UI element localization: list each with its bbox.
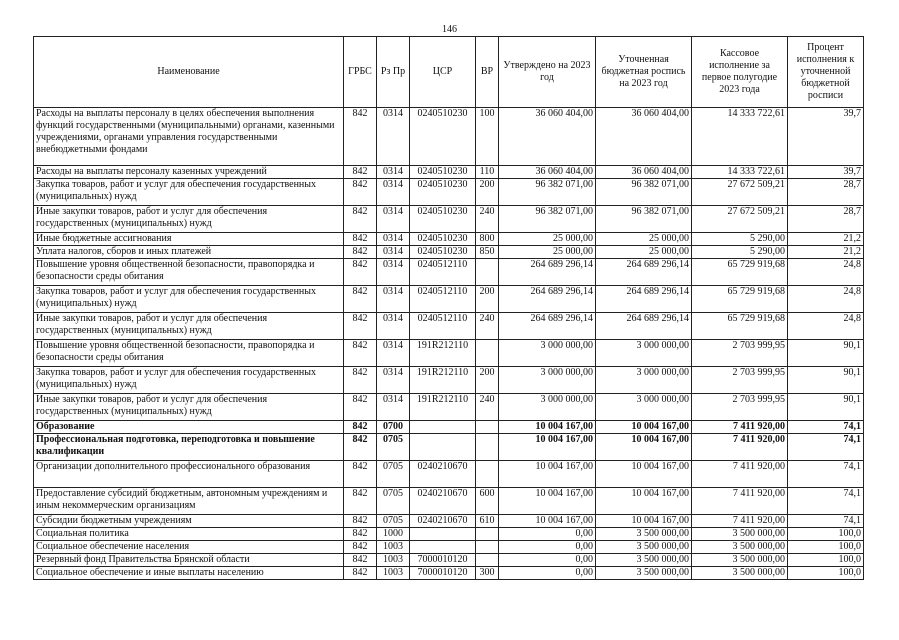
header-csr: ЦСР — [410, 37, 476, 108]
row-grbs: 842 — [344, 541, 377, 554]
table-row — [34, 166, 864, 179]
row-refined: 264 689 296,14 — [596, 286, 692, 313]
row-approved: 10 004 167,00 — [499, 421, 596, 434]
row-vr: 610 — [476, 515, 499, 528]
header-grbs: ГРБС — [344, 37, 377, 108]
row-percent: 74,1 — [788, 421, 864, 434]
row-cash: 14 333 722,61 — [692, 166, 788, 179]
row-percent: 21,2 — [788, 233, 864, 246]
row-cash: 3 500 000,00 — [692, 554, 788, 567]
row-name: Повышение уровня общественной безопасности, правопорядка и безопасности среды обитания — [34, 340, 344, 367]
row-grbs: 842 — [344, 340, 377, 367]
row-rzpr: 1000 — [377, 528, 410, 541]
row-approved: 25 000,00 — [499, 246, 596, 259]
row-csr: 0240210670 — [410, 461, 476, 488]
row-name: Иные закупки товаров, работ и услуг для обеспечения государственных (муниципальных) нужд — [34, 206, 344, 233]
row-approved: 264 689 296,14 — [499, 259, 596, 286]
row-refined: 36 060 404,00 — [596, 108, 692, 166]
row-name: Закупка товаров, работ и услуг для обеспечения государственных (муниципальных) нужд — [34, 179, 344, 206]
row-approved: 0,00 — [499, 541, 596, 554]
row-cash: 27 672 509,21 — [692, 206, 788, 233]
table-row — [34, 434, 864, 461]
row-csr: 191R212110 — [410, 394, 476, 421]
row-rzpr: 0314 — [377, 340, 410, 367]
row-grbs: 842 — [344, 179, 377, 206]
row-vr — [476, 461, 499, 488]
row-csr — [410, 421, 476, 434]
row-vr — [476, 554, 499, 567]
row-name: Расходы на выплаты персоналу в целях обеспечения выполнения функций государственными (муниципальными) органами, казенными учреждениями, органами управления государственными внебюджетными фондами — [34, 108, 344, 166]
row-grbs: 842 — [344, 434, 377, 461]
row-cash: 3 500 000,00 — [692, 567, 788, 580]
row-approved: 0,00 — [499, 528, 596, 541]
row-rzpr: 0314 — [377, 394, 410, 421]
row-name: Резервный фонд Правительства Брянской области — [34, 554, 344, 567]
row-name: Социальное обеспечение населения — [34, 541, 344, 554]
row-percent: 90,1 — [788, 394, 864, 421]
row-csr — [410, 434, 476, 461]
row-percent: 100,0 — [788, 554, 864, 567]
row-grbs: 842 — [344, 259, 377, 286]
row-cash: 65 729 919,68 — [692, 313, 788, 340]
row-name: Иные бюджетные ассигнования — [34, 233, 344, 246]
budget-table — [33, 36, 864, 580]
row-name: Социальная политика — [34, 528, 344, 541]
row-rzpr: 0314 — [377, 206, 410, 233]
header-name: Наименование — [34, 37, 344, 108]
row-cash: 65 729 919,68 — [692, 259, 788, 286]
row-percent: 100,0 — [788, 541, 864, 554]
table-row — [34, 567, 864, 580]
row-approved: 36 060 404,00 — [499, 108, 596, 166]
row-percent: 39,7 — [788, 108, 864, 166]
row-vr — [476, 421, 499, 434]
table-row — [34, 313, 864, 340]
row-csr: 0240512110 — [410, 286, 476, 313]
row-percent: 74,1 — [788, 488, 864, 515]
row-percent: 39,7 — [788, 166, 864, 179]
row-refined: 3 000 000,00 — [596, 394, 692, 421]
row-refined: 3 500 000,00 — [596, 528, 692, 541]
row-csr: 0240510230 — [410, 246, 476, 259]
row-percent: 74,1 — [788, 434, 864, 461]
row-grbs: 842 — [344, 206, 377, 233]
row-csr: 7000010120 — [410, 554, 476, 567]
row-grbs: 842 — [344, 461, 377, 488]
header-row — [34, 37, 864, 108]
header-rzpr: Рз Пр — [377, 37, 410, 108]
row-rzpr: 1003 — [377, 567, 410, 580]
row-csr — [410, 528, 476, 541]
row-cash: 14 333 722,61 — [692, 108, 788, 166]
row-cash: 2 703 999,95 — [692, 340, 788, 367]
row-vr: 240 — [476, 394, 499, 421]
row-refined: 10 004 167,00 — [596, 421, 692, 434]
row-approved: 10 004 167,00 — [499, 488, 596, 515]
row-csr: 191R212110 — [410, 367, 476, 394]
table-row — [34, 394, 864, 421]
row-rzpr: 0705 — [377, 515, 410, 528]
row-rzpr: 0314 — [377, 313, 410, 340]
row-csr: 0240510230 — [410, 233, 476, 246]
row-percent: 100,0 — [788, 528, 864, 541]
row-name: Закупка товаров, работ и услуг для обеспечения государственных (муниципальных) нужд — [34, 367, 344, 394]
row-cash: 7 411 920,00 — [692, 434, 788, 461]
row-csr: 0240512110 — [410, 259, 476, 286]
row-approved: 10 004 167,00 — [499, 461, 596, 488]
row-name: Предоставление субсидий бюджетным, автономным учреждениям и иным некоммерческим организациям — [34, 488, 344, 515]
row-rzpr: 0314 — [377, 179, 410, 206]
row-refined: 3 500 000,00 — [596, 567, 692, 580]
row-rzpr: 0314 — [377, 367, 410, 394]
row-cash: 5 290,00 — [692, 233, 788, 246]
row-name: Расходы на выплаты персоналу казенных учреждений — [34, 166, 344, 179]
row-approved: 0,00 — [499, 567, 596, 580]
row-csr: 0240210670 — [410, 515, 476, 528]
row-refined: 10 004 167,00 — [596, 488, 692, 515]
row-refined: 3 000 000,00 — [596, 340, 692, 367]
row-refined: 96 382 071,00 — [596, 179, 692, 206]
row-cash: 3 500 000,00 — [692, 528, 788, 541]
row-grbs: 842 — [344, 286, 377, 313]
row-grbs: 842 — [344, 367, 377, 394]
row-rzpr: 0705 — [377, 434, 410, 461]
row-name: Организации дополнительного профессионального образования — [34, 461, 344, 488]
row-cash: 7 411 920,00 — [692, 461, 788, 488]
row-approved: 264 689 296,14 — [499, 286, 596, 313]
row-vr — [476, 541, 499, 554]
row-refined: 25 000,00 — [596, 246, 692, 259]
row-cash: 7 411 920,00 — [692, 515, 788, 528]
row-vr: 800 — [476, 233, 499, 246]
row-vr: 240 — [476, 206, 499, 233]
row-rzpr: 1003 — [377, 541, 410, 554]
row-name: Повышение уровня общественной безопасности, правопорядка и безопасности среды обитания — [34, 259, 344, 286]
table-row — [34, 554, 864, 567]
row-refined: 264 689 296,14 — [596, 313, 692, 340]
row-vr — [476, 259, 499, 286]
table-row — [34, 108, 864, 166]
row-name: Иные закупки товаров, работ и услуг для обеспечения государственных (муниципальных) нужд — [34, 394, 344, 421]
table-row — [34, 515, 864, 528]
row-vr: 300 — [476, 567, 499, 580]
row-csr: 0240510230 — [410, 166, 476, 179]
row-csr: 0240510230 — [410, 206, 476, 233]
header-vr: ВР — [476, 37, 499, 108]
header-cash: Кассовое исполнение за первое полугодие 2023 года — [692, 37, 788, 108]
row-refined: 3 500 000,00 — [596, 554, 692, 567]
table-row — [34, 206, 864, 233]
row-grbs: 842 — [344, 528, 377, 541]
header-approved: Утверждено на 2023 год — [499, 37, 596, 108]
row-refined: 10 004 167,00 — [596, 461, 692, 488]
row-cash: 3 500 000,00 — [692, 541, 788, 554]
row-grbs: 842 — [344, 421, 377, 434]
row-vr: 850 — [476, 246, 499, 259]
row-approved: 3 000 000,00 — [499, 394, 596, 421]
row-percent: 74,1 — [788, 515, 864, 528]
row-refined: 3 000 000,00 — [596, 367, 692, 394]
table-row — [34, 233, 864, 246]
row-percent: 28,7 — [788, 206, 864, 233]
table-row — [34, 259, 864, 286]
row-percent: 90,1 — [788, 340, 864, 367]
page-number: 146 — [442, 24, 457, 35]
row-vr — [476, 528, 499, 541]
row-grbs: 842 — [344, 108, 377, 166]
row-refined: 96 382 071,00 — [596, 206, 692, 233]
row-percent: 90,1 — [788, 367, 864, 394]
row-csr: 0240512110 — [410, 313, 476, 340]
row-vr: 200 — [476, 179, 499, 206]
row-rzpr: 0314 — [377, 108, 410, 166]
row-grbs: 842 — [344, 233, 377, 246]
row-approved: 3 000 000,00 — [499, 367, 596, 394]
row-approved: 264 689 296,14 — [499, 313, 596, 340]
row-approved: 10 004 167,00 — [499, 434, 596, 461]
row-approved: 96 382 071,00 — [499, 206, 596, 233]
row-rzpr: 0314 — [377, 259, 410, 286]
row-name: Образование — [34, 421, 344, 434]
row-csr: 7000010120 — [410, 567, 476, 580]
row-cash: 27 672 509,21 — [692, 179, 788, 206]
row-rzpr: 1003 — [377, 554, 410, 567]
table-row — [34, 179, 864, 206]
row-percent: 74,1 — [788, 461, 864, 488]
row-percent: 24,8 — [788, 286, 864, 313]
row-grbs: 842 — [344, 313, 377, 340]
row-percent: 100,0 — [788, 567, 864, 580]
table-row — [34, 461, 864, 488]
row-name: Иные закупки товаров, работ и услуг для обеспечения государственных (муниципальных) нужд — [34, 313, 344, 340]
row-cash: 7 411 920,00 — [692, 421, 788, 434]
row-vr: 600 — [476, 488, 499, 515]
row-cash: 65 729 919,68 — [692, 286, 788, 313]
table-row — [34, 286, 864, 313]
row-cash: 5 290,00 — [692, 246, 788, 259]
row-rzpr: 0314 — [377, 166, 410, 179]
row-grbs: 842 — [344, 488, 377, 515]
row-refined: 36 060 404,00 — [596, 166, 692, 179]
row-rzpr: 0314 — [377, 246, 410, 259]
row-csr: 0240210670 — [410, 488, 476, 515]
table-row — [34, 340, 864, 367]
row-vr: 100 — [476, 108, 499, 166]
row-csr: 191R212110 — [410, 340, 476, 367]
row-percent: 28,7 — [788, 179, 864, 206]
row-grbs: 842 — [344, 515, 377, 528]
row-cash: 2 703 999,95 — [692, 394, 788, 421]
row-vr: 200 — [476, 286, 499, 313]
row-refined: 25 000,00 — [596, 233, 692, 246]
row-refined: 3 500 000,00 — [596, 541, 692, 554]
row-vr: 240 — [476, 313, 499, 340]
row-grbs: 842 — [344, 554, 377, 567]
row-approved: 10 004 167,00 — [499, 515, 596, 528]
row-rzpr: 0705 — [377, 461, 410, 488]
row-csr — [410, 541, 476, 554]
row-cash: 2 703 999,95 — [692, 367, 788, 394]
row-rzpr: 0314 — [377, 286, 410, 313]
row-approved: 96 382 071,00 — [499, 179, 596, 206]
row-percent: 21,2 — [788, 246, 864, 259]
row-percent: 24,8 — [788, 313, 864, 340]
row-refined: 264 689 296,14 — [596, 259, 692, 286]
row-cash: 7 411 920,00 — [692, 488, 788, 515]
table-row — [34, 528, 864, 541]
row-refined: 10 004 167,00 — [596, 515, 692, 528]
row-vr — [476, 340, 499, 367]
row-rzpr: 0700 — [377, 421, 410, 434]
table-row — [34, 367, 864, 394]
row-approved: 3 000 000,00 — [499, 340, 596, 367]
row-grbs: 842 — [344, 567, 377, 580]
header-refined: Уточненная бюджетная роспись на 2023 год — [596, 37, 692, 108]
row-approved: 25 000,00 — [499, 233, 596, 246]
row-vr: 200 — [476, 367, 499, 394]
row-name: Закупка товаров, работ и услуг для обеспечения государственных (муниципальных) нужд — [34, 286, 344, 313]
row-percent: 24,8 — [788, 259, 864, 286]
table-row — [34, 421, 864, 434]
row-name: Социальное обеспечение и иные выплаты населению — [34, 567, 344, 580]
row-csr: 0240510230 — [410, 108, 476, 166]
header-percent: Процент исполнения к уточненной бюджетной росписи — [788, 37, 864, 108]
table-row — [34, 246, 864, 259]
table-row — [34, 488, 864, 515]
row-approved: 36 060 404,00 — [499, 166, 596, 179]
row-grbs: 842 — [344, 246, 377, 259]
row-csr: 0240510230 — [410, 179, 476, 206]
row-rzpr: 0314 — [377, 233, 410, 246]
row-rzpr: 0705 — [377, 488, 410, 515]
row-vr: 110 — [476, 166, 499, 179]
row-name: Уплата налогов, сборов и иных платежей — [34, 246, 344, 259]
row-grbs: 842 — [344, 166, 377, 179]
row-name: Субсидии бюджетным учреждениям — [34, 515, 344, 528]
row-grbs: 842 — [344, 394, 377, 421]
row-name: Профессиональная подготовка, переподготовка и повышение квалификации — [34, 434, 344, 461]
row-approved: 0,00 — [499, 554, 596, 567]
row-vr — [476, 434, 499, 461]
table-row — [34, 541, 864, 554]
row-refined: 10 004 167,00 — [596, 434, 692, 461]
